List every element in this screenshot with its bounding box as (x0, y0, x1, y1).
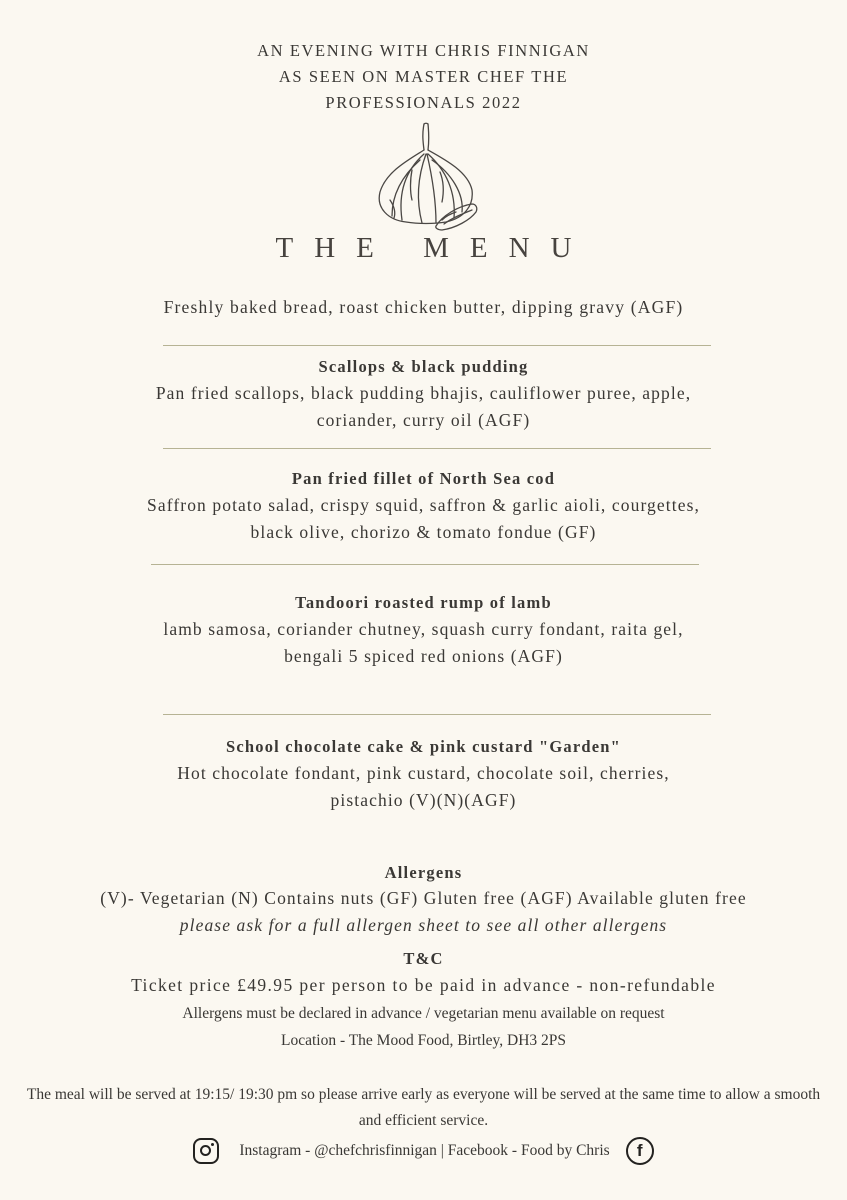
terms-section (0, 946, 847, 1054)
allergens-key: (V)- Vegetarian (N) Contains nuts (GF) Gluten free (AGF) Available gluten free (100, 888, 747, 908)
service-note: The meal will be served at 19:15/ 19:30 pm so please arrive early as everyone will be served at the same time to allow a smooth and efficient service. (26, 1086, 821, 1129)
divider (151, 564, 699, 565)
terms-title: T&C (403, 949, 444, 968)
facebook-icon[interactable]: f (626, 1137, 654, 1165)
instagram-icon[interactable] (193, 1138, 219, 1164)
location: Location - The Mood Food, Birtley, DH3 2PS (280, 1032, 567, 1049)
ticket-price: Ticket price £49.95 per person to be paid in advance - non-refundable (131, 975, 716, 995)
header-line-3: PROFESSIONALS 2022 (325, 93, 522, 112)
social-text: Instagram - @chefchrisfinnigan | Facebook - Food by Chris (239, 1142, 610, 1159)
course-name: Tandoori roasted rump of lamb (295, 593, 552, 612)
course-scallops (0, 353, 847, 434)
divider (163, 345, 711, 346)
allergens-note: please ask for a full allergen sheet to see all other allergens (179, 915, 668, 935)
course-dessert (0, 733, 847, 814)
header-line-2: AS SEEN ON MASTER CHEF THE (278, 67, 569, 86)
course-lamb (0, 589, 847, 670)
course-description: Hot chocolate fondant, pink custard, chocolate soil, cherries, pistachio (V)(N)(AGF) (177, 763, 670, 810)
allergen-notice: Allergens must be declared in advance / vegetarian menu available on request (182, 1005, 665, 1022)
header-line-1: AN EVENING WITH CHRIS FINNIGAN (257, 41, 590, 60)
course-description: Saffron potato salad, crispy squid, saffron & garlic aioli, courgettes, black olive, chorizo & tomato fondue (GF) (147, 495, 700, 542)
event-header (0, 38, 847, 116)
course-name: Scallops & black pudding (318, 357, 529, 376)
garlic-bulb-icon (372, 120, 480, 232)
course-description: Pan fried scallops, black pudding bhajis, cauliflower puree, apple, coriander, curry oil (AGF) (155, 383, 692, 430)
course-cod (0, 465, 847, 546)
course-name: School chocolate cake & pink custard "Garden" (226, 737, 621, 756)
allergens-section (0, 860, 847, 939)
course-name: Pan fried fillet of North Sea cod (291, 469, 556, 488)
divider (163, 714, 711, 715)
bread-course: Freshly baked bread, roast chicken butter, dipping gravy (AGF) (163, 297, 684, 317)
menu-title: THE MENU (275, 232, 593, 264)
divider (163, 448, 711, 449)
social-links (0, 1134, 847, 1168)
allergens-title: Allergens (384, 863, 463, 882)
course-description: lamb samosa, coriander chutney, squash curry fondant, raita gel, bengali 5 spiced red onions (AGF) (163, 619, 684, 666)
